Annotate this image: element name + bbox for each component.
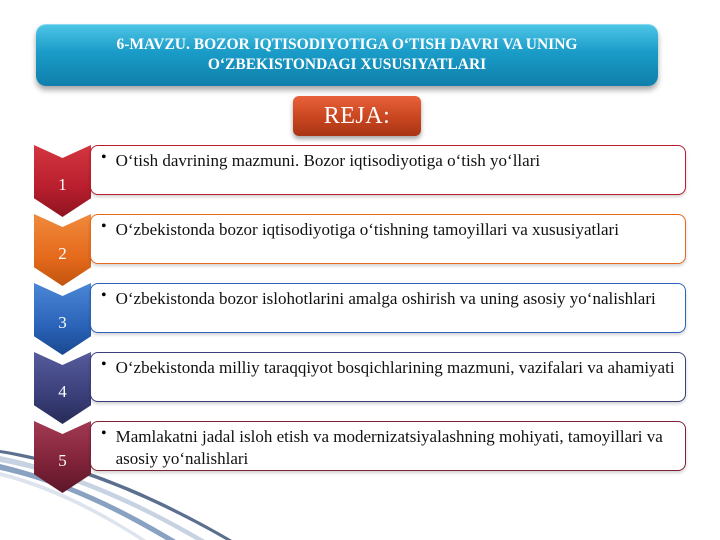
plan-item-2 — [0, 214, 720, 284]
item-number: 2 — [58, 244, 67, 263]
item-text: O‘tish davrining mazmuni. Bozor iqtisodiyotiga o‘tish yo‘llari — [115, 151, 541, 170]
item-text-box — [90, 214, 686, 264]
plan-badge — [293, 96, 421, 136]
item-text: O‘zbekistonda bozor iqtisodiyotiga o‘tishning tamoyillari va xususiyatlari — [115, 220, 619, 239]
slide-title-banner — [36, 24, 658, 86]
bullet-icon: • — [101, 218, 107, 235]
slide-title: 6-MAVZU. BOZOR IQTISODIYOTIGA O‘TISH DAVRI VA UNING O‘ZBEKISTONDAGI XUSUSIYATLARI — [116, 36, 578, 73]
item-text: O‘zbekistonda bozor islohotlarini amalga oshirish va uning asosiy yo‘nalishlari — [115, 289, 656, 308]
item-number: 1 — [58, 175, 67, 194]
plan-item-5 — [0, 421, 720, 491]
item-text-box — [90, 352, 686, 402]
bullet-icon: • — [101, 356, 107, 373]
plan-item-4 — [0, 352, 720, 422]
item-text-box — [90, 421, 686, 471]
bullet-icon: • — [101, 149, 107, 166]
item-number: 4 — [58, 382, 67, 401]
item-number: 3 — [58, 313, 67, 332]
plan-label: REJA: — [323, 102, 391, 129]
item-number: 5 — [58, 451, 67, 470]
item-text-box — [90, 145, 686, 195]
item-text: O‘zbekistonda milliy taraqqiyot bosqichlarining mazmuni, vazifalari va ahamiyati — [115, 358, 675, 377]
item-text: Mamlakatni jadal isloh etish va modernizatsiyalashning mohiyati, tamoyillari va asosiy yo‘nalishlari — [115, 427, 663, 468]
bullet-icon: • — [101, 287, 107, 304]
bullet-icon: • — [101, 425, 107, 442]
item-text-box — [90, 283, 686, 333]
plan-item-3 — [0, 283, 720, 353]
plan-item-1 — [0, 145, 720, 215]
